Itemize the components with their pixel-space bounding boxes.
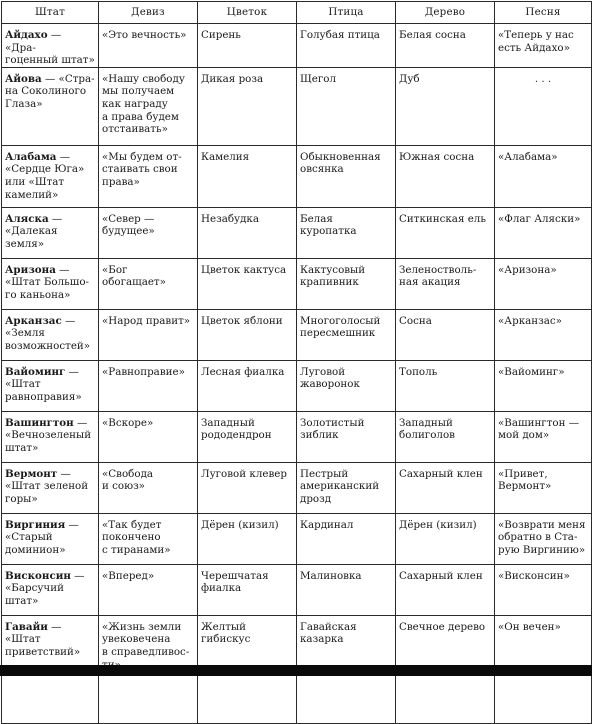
tree-cell: Белая сосна: [396, 24, 495, 68]
header-tree: Дерево: [396, 2, 495, 24]
state-cell: [2, 207, 99, 258]
motto-cell: «Нашу свободу мы получаем как награду а права будем отстаивать»: [99, 67, 198, 145]
bird-cell: Пестрый американский дрозд: [297, 462, 396, 513]
flower-cell: Камелия: [198, 145, 297, 207]
bird-cell: Кардинал: [297, 513, 396, 564]
song-cell: «Он вечен»: [495, 615, 592, 671]
state-nickname: — «Вечнозеленый штат»: [5, 416, 92, 454]
state-nickname: — «Сердце Юга» или «Штат камелий»: [5, 150, 85, 201]
motto-cell: «Свобода и союз»: [99, 462, 198, 513]
song-cell: «Флаг Аляски»: [495, 207, 592, 258]
state-cell: [2, 462, 99, 513]
table-row: [2, 360, 592, 411]
motto-cell: «Мы будем от- стаивать свои права»: [99, 145, 198, 207]
bird-cell: Кактусовый крапивник: [297, 258, 396, 309]
bird-cell: Белая куропатка: [297, 207, 396, 258]
state-cell: [2, 615, 99, 671]
table-row: [2, 411, 592, 462]
header-state: Штат: [2, 2, 99, 24]
song-cell: [495, 672, 592, 724]
state-name: Виргиния: [5, 518, 66, 531]
state-cell: [2, 258, 99, 309]
scan-bottom-edge: [0, 665, 592, 676]
song-cell: «Арканзас»: [495, 309, 592, 360]
flower-cell: Незабудка: [198, 207, 297, 258]
table-row: [2, 258, 592, 309]
flower-cell: Дикая роза: [198, 67, 297, 145]
song-cell: «Алабама»: [495, 145, 592, 207]
tree-cell: Западный болиголов: [396, 411, 495, 462]
song-cell: «Вайоминг»: [495, 360, 592, 411]
state-cell: [2, 672, 99, 724]
state-nickname: — «Штат Большо- го каньона»: [5, 263, 90, 301]
motto-cell: «Вперед»: [99, 564, 198, 615]
bird-cell: Луговой жаворонок: [297, 360, 396, 411]
flower-cell: Лесная фиалка: [198, 360, 297, 411]
tree-cell: Тополь: [396, 360, 495, 411]
bird-cell: Голубая птица: [297, 24, 396, 68]
table-row: [2, 67, 592, 145]
tree-cell: Свечное дерево: [396, 615, 495, 671]
table-row: [2, 309, 592, 360]
state-nickname: — «Штат приветствий»: [5, 620, 81, 658]
tree-cell: Сосна: [396, 309, 495, 360]
flower-cell: Сирень: [198, 24, 297, 68]
motto-cell: «Равноправие»: [99, 360, 198, 411]
motto-cell: «Север — будущее»: [99, 207, 198, 258]
bird-cell: [297, 672, 396, 724]
motto-cell: «Это вечность»: [99, 24, 198, 68]
tree-cell: Сахарный клен: [396, 462, 495, 513]
flower-cell: Желтый гибискус: [198, 615, 297, 671]
flower-cell: Цветок яблони: [198, 309, 297, 360]
state-cell: [2, 67, 99, 145]
tree-cell: Зеленостволь- ная акация: [396, 258, 495, 309]
state-name: Вайоминг: [5, 365, 66, 378]
state-name: Гавайи: [5, 620, 48, 633]
state-nickname: — «Штат зеленой горы»: [5, 467, 89, 505]
motto-cell: «Бог обогащает»: [99, 258, 198, 309]
song-cell: «Аризона»: [495, 258, 592, 309]
table-row: [2, 462, 592, 513]
state-cell: [2, 360, 99, 411]
state-cell: [2, 513, 99, 564]
bird-cell: Обыкновенная овсянка: [297, 145, 396, 207]
state-nickname: — «Земля возможностей»: [5, 314, 91, 352]
state-nickname: — «Дра- гоценный штат»: [5, 29, 95, 67]
state-name: Арканзас: [5, 314, 62, 327]
state-cell: [2, 564, 99, 615]
motto-cell: [99, 672, 198, 724]
tree-cell: Сахарный клен: [396, 564, 495, 615]
table-header-row: [2, 2, 592, 24]
motto-cell: «Жизнь земли увековечена в справедливос-: [99, 615, 198, 671]
bird-cell: Малиновка: [297, 564, 396, 615]
state-symbols-table: [1, 1, 592, 724]
header-flower: Цветок: [198, 2, 297, 24]
state-name: Вашингтон: [5, 416, 74, 429]
motto-cell: «Вскоре»: [99, 411, 198, 462]
state-name: Висконсин: [5, 569, 71, 582]
tree-cell: Дуб: [396, 67, 495, 145]
tree-cell: Дёрен (кизил): [396, 513, 495, 564]
state-nickname: — «Далекая земля»: [5, 212, 63, 250]
table-row: [2, 24, 592, 68]
tree-cell: Южная сосна: [396, 145, 495, 207]
bird-cell: Гавайская казарка: [297, 615, 396, 671]
header-song: Песня: [495, 2, 592, 24]
motto-cell: «Так будет покончено с тиранами»: [99, 513, 198, 564]
flower-cell: Дёрен (кизил): [198, 513, 297, 564]
state-name: Айова: [5, 72, 42, 85]
state-name: Айдахо: [5, 29, 48, 41]
state-nickname: — «Старый доминион»: [5, 518, 79, 556]
state-nickname: — «Барсучий штат»: [5, 569, 85, 607]
table-row: [2, 672, 592, 724]
song-cell: «Возврати меня обратно в Ста- рую Виргинию»: [495, 513, 592, 564]
tree-cell: Ситкинская ель: [396, 207, 495, 258]
tree-cell: [396, 672, 495, 724]
state-nickname: — «Стра- на Соколиного Глаза»: [5, 72, 95, 110]
flower-cell: Цветок кактуса: [198, 258, 297, 309]
header-motto: Девиз: [99, 2, 198, 24]
table-row: [2, 615, 592, 671]
table-row: [2, 564, 592, 615]
state-cell: [2, 145, 99, 207]
song-cell: «Привет, Вермонт»: [495, 462, 592, 513]
bird-cell: Золотистый зиблик: [297, 411, 396, 462]
flower-cell: Западный рододендрон: [198, 411, 297, 462]
state-cell: [2, 24, 99, 68]
song-cell: «Теперь у нас есть Айдахо»: [495, 24, 592, 68]
flower-cell: [198, 672, 297, 724]
song-cell: «Вашингтон — мой дом»: [495, 411, 592, 462]
state-name: Алабама: [5, 150, 57, 163]
state-cell: [2, 309, 99, 360]
flower-cell: Черешчатая фиалка: [198, 564, 297, 615]
state-cell: [2, 411, 99, 462]
table-row: [2, 513, 592, 564]
table-row: [2, 145, 592, 207]
state-name: Аляска: [5, 212, 49, 225]
state-nickname: — «Штат равноправия»: [5, 365, 82, 403]
song-cell: «Висконсин»: [495, 564, 592, 615]
bird-cell: Многоголосый пересмешник: [297, 309, 396, 360]
state-name: Аризона: [5, 263, 56, 276]
state-name: Вермонт: [5, 467, 58, 480]
table-row: [2, 207, 592, 258]
song-cell: . . .: [495, 67, 592, 145]
bird-cell: Щегол: [297, 67, 396, 145]
motto-cell: «Народ правит»: [99, 309, 198, 360]
header-bird: Птица: [297, 2, 396, 24]
flower-cell: Луговой клевер: [198, 462, 297, 513]
